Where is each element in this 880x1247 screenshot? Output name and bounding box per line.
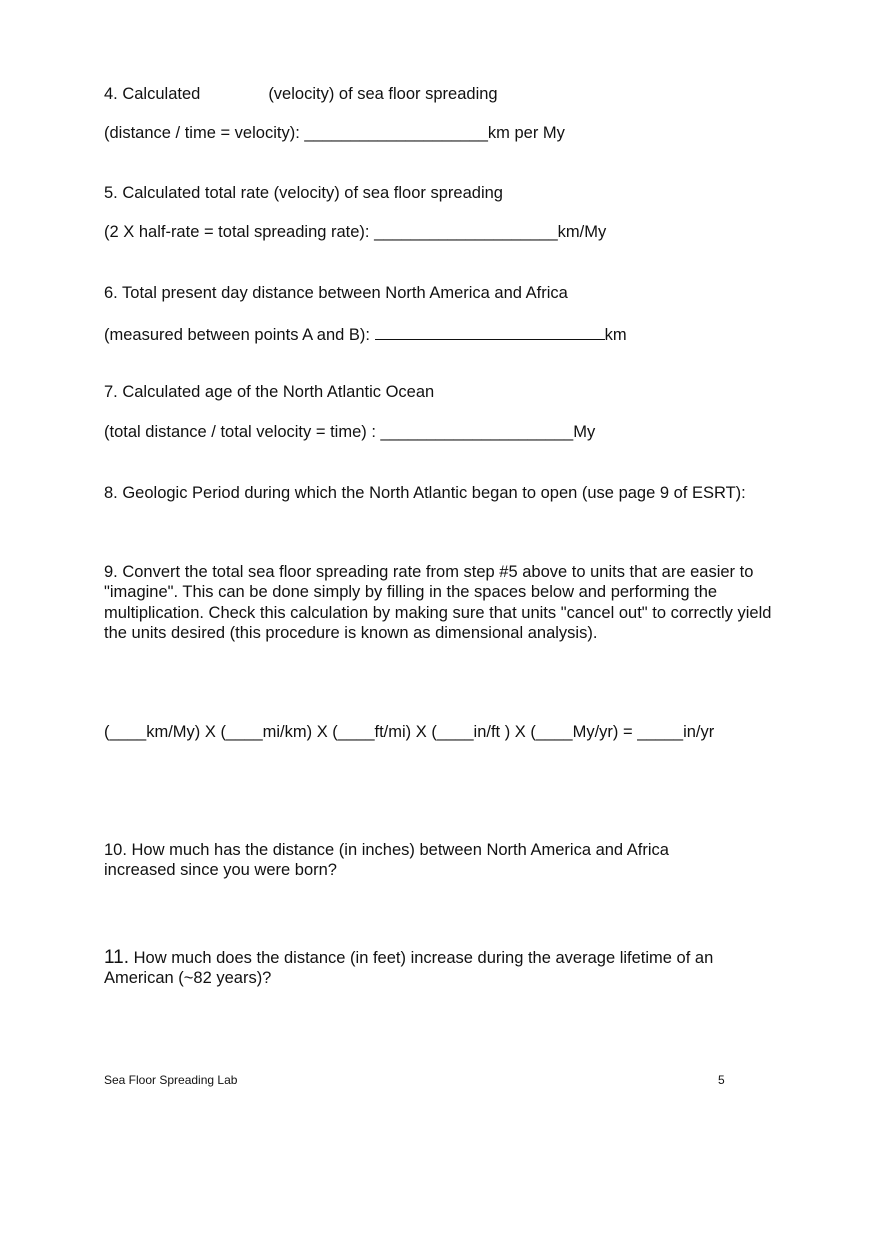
q9-equation: (____km/My) X (____mi/km) X (____ft/mi) X (____in/ft ) X (____My/yr) = _____in/yr: [104, 723, 715, 741]
q9-text: 9. Convert the total sea floor spreading rate from step #5 above to units that are easier to "imagine". This can be done simply by filling in the spaces below and performing the multiplication. Check this calculation by making sure that units "cancel out" to correctly yield the units desired (this procedure is known as dimensional analysis).: [104, 563, 772, 642]
q4-label: 4. Calculated: [104, 85, 201, 103]
q5-line1: 5. Calculated total rate (velocity) of sea floor spreading: [104, 184, 503, 202]
q7-line1: 7. Calculated age of the North Atlantic Ocean: [104, 383, 435, 401]
q8-line1: 8. Geologic Period during which the North Atlantic began to open (use page 9 of ESRT):: [104, 484, 746, 502]
q11-text: [104, 948, 764, 989]
footer-title: Sea Floor Spreading Lab: [104, 1073, 238, 1087]
q11-number: 11.: [104, 947, 130, 968]
q6-line1: 6. Total present day distance between North America and Africa: [104, 284, 568, 302]
q11-body: How much does the distance (in feet) increase during the average lifetime of an American (~82 years)?: [104, 949, 714, 988]
q6-line2: [104, 323, 627, 345]
q6-unit: km: [604, 326, 627, 344]
q4-line1: [104, 84, 498, 104]
q6-label: (measured between points A and B):: [104, 326, 370, 344]
page-number: 5: [718, 1073, 725, 1087]
q7-line2: (total distance / total velocity = time) : _____________________My: [104, 423, 596, 441]
q4-title-rest: (velocity) of sea floor spreading: [268, 85, 498, 103]
q10-text: 10. How much has the distance (in inches) between North America and Africa increased since you were born?: [104, 841, 669, 880]
q4-line2: (distance / time = velocity): ____________________km per My: [104, 124, 565, 142]
q5-line2: (2 X half-rate = total spreading rate): ____________________km/My: [104, 223, 607, 241]
q6-answer-blank[interactable]: [375, 323, 605, 340]
